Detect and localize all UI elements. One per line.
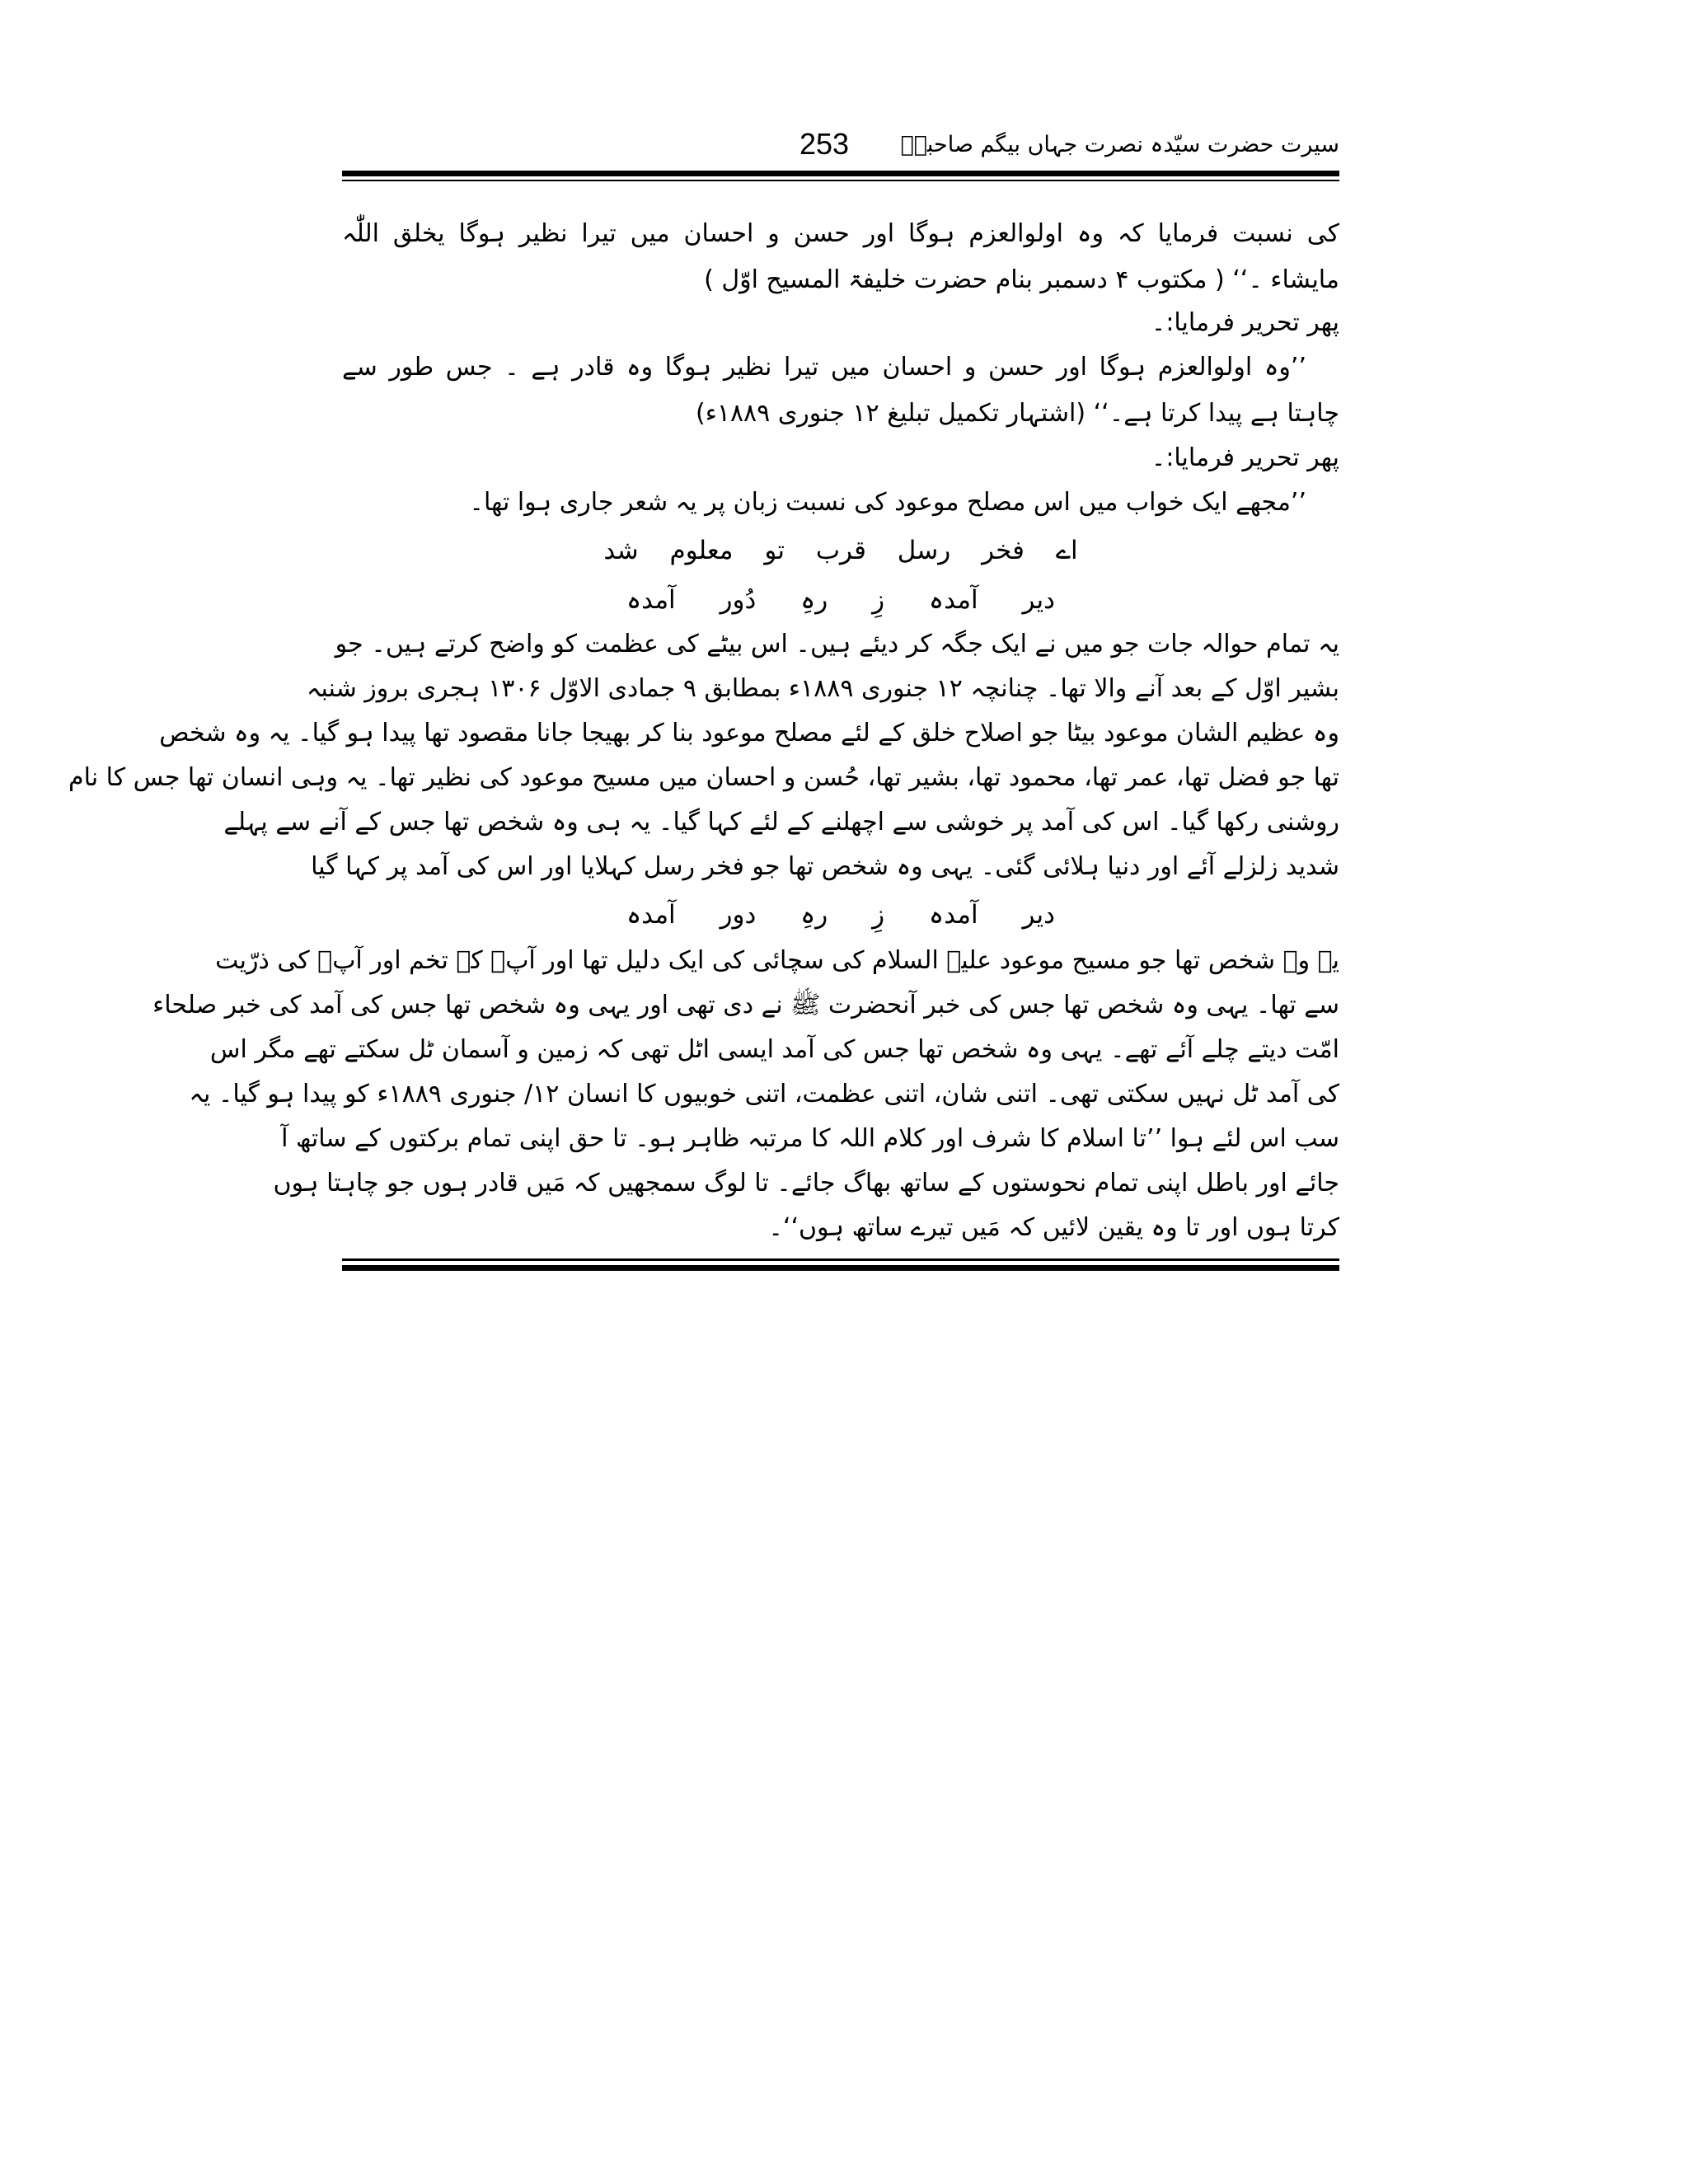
- footer-rule-thick: [342, 1265, 1339, 1271]
- text-line: سب اس لئے ہوا ’’تا اسلام کا شرف اور کلام اللہ کا مرتبہ ظاہر ہو۔ تا حق اپنی تمام برکتوں کے ساتھ آ: [281, 1124, 1339, 1153]
- body-text: [68, 0, 1339, 2184]
- text-line: امّت دیتے چلے آئے تھے۔ یہی وہ شخص تھا جس کی آمد ایسی اٹل تھی کہ زمین و آسمان ٹل سکتے تھے مگر اس: [209, 1035, 1339, 1064]
- quote-line: چاہتا ہے پیدا کرتا ہے۔‘‘ (اشتہار تکمیل تبلیغ ۱۲ جنوری ۱۸۸۹ء): [696, 399, 1339, 428]
- text-line: مایشاء ۔‘‘ ( مکتوب ۴ دسمبر بنام حضرت خلیفۃ المسیح اوّل ): [704, 265, 1339, 294]
- verse-line: اے فخر رسل قرب تو معلوم شد: [603, 536, 1078, 565]
- text-line: شدید زلزلے آئے اور دنیا ہلائی گئی۔ یہی وہ شخص تھا جو فخر رسل کہلایا اور اس کی آمد پر کہا گیا: [311, 852, 1339, 881]
- text-line: کی آمد ٹل نہیں سکتی تھی۔ اتنی شان، اتنی عظمت، اتنی خوبیوں کا انسان ۱۲/ جنوری ۱۸۸۹ء کو پیدا ہو گیا۔ یہ: [189, 1080, 1339, 1108]
- running-title: سیرت حضرت سیّدہ نصرت جہاں بیگم صاحبہؓ: [900, 132, 1339, 157]
- text-line: یہ وہ شخص تھا جو مسیح موعود علیہ السلام کی سچائی کی ایک دلیل تھا اور آپؑ کے تخم اور آپؑ کی ذرّیت: [215, 946, 1339, 975]
- page-number: 253: [799, 127, 850, 161]
- text-line: وہ عظیم الشان موعود بیٹا جو اصلاح خلق کے لئے مصلح موعود بنا کر بھیجا جانا مقصود تھا پیدا ہو گیا۔ یہ وہ شخص: [159, 719, 1339, 748]
- quote-line: ’’وہ اولوالعزم ہوگا اور حسن و احسان میں تیرا نظیر ہوگا وہ قادر ہے ۔ جس طور سے: [342, 353, 1306, 382]
- text-line: سے تھا۔ یہی وہ شخص تھا جس کی خبر آنحضرت ﷺ نے دی تھی اور یہی وہ شخص تھا جس کی آمد کی خبر صلحاء: [152, 991, 1339, 1019]
- text-line: کرتا ہوں اور تا وہ یقین لائیں کہ مَیں تیرے ساتھ ہوں‘‘۔: [768, 1213, 1339, 1242]
- text-line: جائے اور باطل اپنی تمام نحوستوں کے ساتھ بھاگ جائے۔ تا لوگ سمجھیں کہ مَیں قادر ہوں جو چاہتا ہوں: [273, 1169, 1339, 1197]
- quote-line: ’’مجھے ایک خواب میں اس مصلح موعود کی نسبت زبان پر یہ شعر جاری ہوا تھا۔: [469, 488, 1306, 517]
- text-line: پھر تحریر فرمایا:۔: [1151, 443, 1339, 472]
- text-line: کی نسبت فرمایا کہ وہ اولوالعزم ہوگا اور حسن و احسان میں تیرا نظیر ہوگا یخلق اللّٰہ: [342, 219, 1339, 248]
- verse-line: دیر آمدہ زِ رہِ دور آمدہ: [626, 900, 1055, 930]
- text-line: پھر تحریر فرمایا:۔: [1151, 308, 1339, 337]
- text-line: تھا جو فضل تھا، عمر تھا، محمود تھا، بشیر تھا، حُسن و احسان میں مسیح موعود کی نظیر تھا۔ یہ وہی انسان تھا جس کا نام: [68, 763, 1339, 792]
- text-line: بشیر اوّل کے بعد آنے والا تھا۔ چنانچہ ۱۲ جنوری ۱۸۸۹ء بمطابق ۹ جمادی الاوّل ۱۳۰۶ ہجری بروز شنبہ: [306, 674, 1339, 703]
- verse-line: دیر آمدہ زِ رہِ دُور آمدہ: [626, 585, 1055, 615]
- text-line: روشنی رکھا گیا۔ اس کی آمد پر خوشی سے اچھلنے کے لئے کہا گیا۔ یہ ہی وہ شخص تھا جس کے آنے سے پہلے: [223, 808, 1339, 837]
- footer-rule-thin: [342, 1258, 1339, 1261]
- text-line: یہ تمام حوالہ جات جو میں نے ایک جگہ کر دیئے ہیں۔ اس بیٹے کی عظمت کو واضح کرتے ہیں۔ جو: [335, 630, 1339, 658]
